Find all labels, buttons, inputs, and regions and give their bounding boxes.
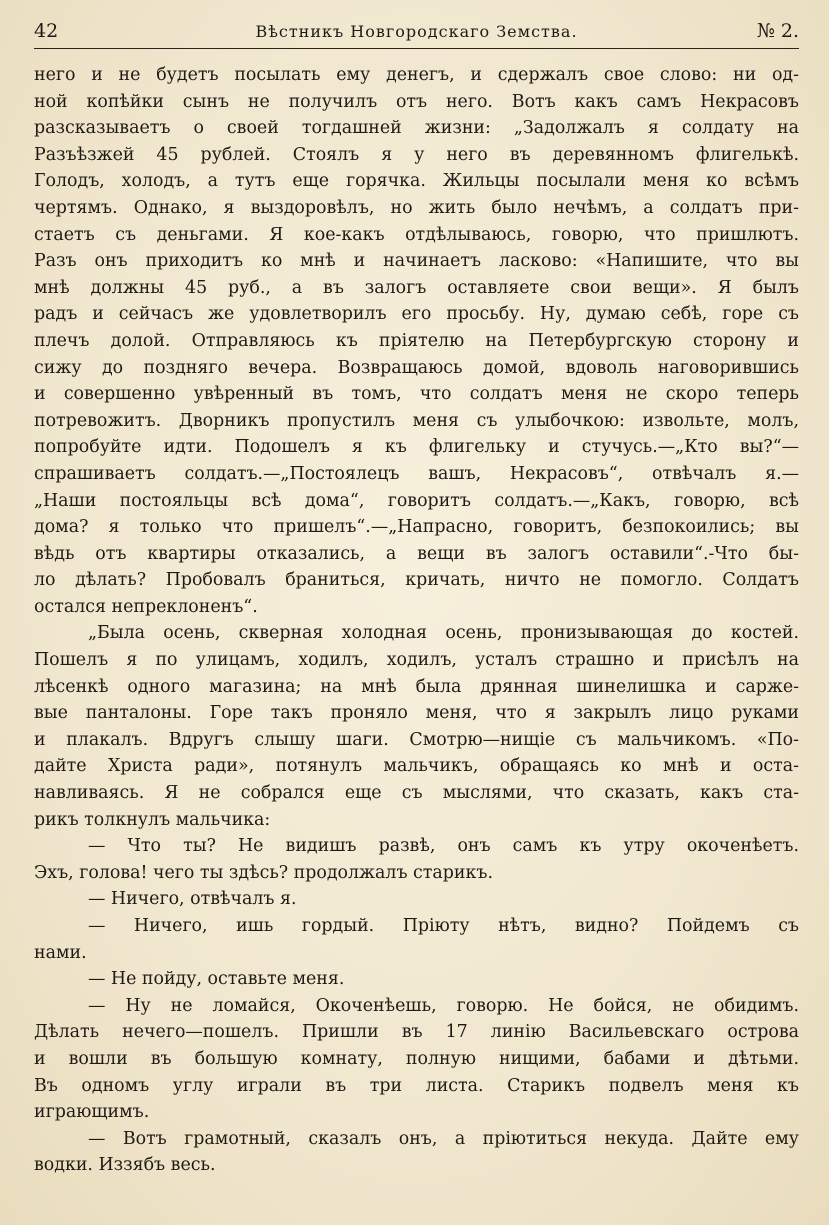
text-line: навливаясь. Я не собрался еще съ мыслями, что сказать, какъ ста- [34,783,799,804]
text-line: Дѣлать нечего—пошелъ. Пришли въ 17 линію Васильевскаго острова [34,1022,799,1043]
journal-title: Вѣстникъ Новгородскаго Земства. [255,22,578,41]
text-line: ной копѣйки сынъ не получилъ отъ него. Вотъ какъ самъ Некрасовъ [34,91,799,112]
text-line: Голодъ, холодъ, а тутъ еще горячка. Жильцы посылали меня ко всѣмъ [34,171,799,192]
text-line: стаетъ съ деньгами. Я кое-какъ отдѣлываюсь, говорю, что пришлютъ. [34,224,799,245]
text-line: Въ одномъ углу играли въ три листа. Старикъ подвелъ меня къ [34,1075,799,1096]
text-line: чертямъ. Однако, я выздоровѣлъ, но жить было нечѣмъ, а солдатъ при- [34,197,799,218]
text-line: остался непреклоненъ“. [34,596,258,617]
text-line: дайте Христа ради», потянулъ мальчикъ, обращаясь ко мнѣ и оста- [34,756,799,777]
text-line: ло дѣлать? Пробовалъ браниться, кричать, ничто не помогло. Солдатъ [34,570,799,591]
text-line: него и не будетъ посылать ему денегъ, и сдержалъ свое слово: ни од- [34,65,799,85]
body-text [34,62,799,1179]
text-line: дома? я только что пришелъ“.—„Напрасно, говоритъ, безпокоились; вы [34,517,799,538]
issue-number: № 2. [756,20,799,42]
text-line: водки. Иззябъ весь. [34,1155,216,1176]
text-line: сижу до поздняго вечера. Возвращаюсь домой, вдоволь наговорившись [34,357,799,378]
text-line: Разъ онъ приходитъ ко мнѣ и начинаетъ ласково: «Напишите, что вы [34,251,799,272]
text-line: плечъ долой. Отправляюсь къ пріятелю на Петербургскую сторону и [34,330,799,351]
text-line: играющимъ. [34,1102,150,1123]
text-line: Пошелъ я по улицамъ, ходилъ, ходилъ, усталъ страшно и присѣлъ на [34,650,799,671]
text-line: потревожитъ. Дворникъ пропустилъ меня съ улыбочкою: извольте, молъ, [34,410,799,431]
text-line: лѣсенкѣ одного магазина; на мнѣ была дрянная шинелишка и сарже- [34,676,799,697]
text-line: Эхъ, голова! чего ты здѣсь? продолжалъ старикъ. [34,862,493,883]
text-line: рикъ толкнулъ мальчика: [34,809,271,830]
text-line: радъ и сейчасъ же удовлетворилъ его просьбу. Ну, думаю себѣ, горе съ [34,304,799,325]
text-line: нами. [34,942,87,963]
text-line: — Не пойду, оставьте меня. [88,969,345,990]
text-line: — Что ты? Не видишъ развѣ, онъ самъ къ утру окоченѣетъ. [88,836,799,857]
text-line: мнѣ должны 45 руб., а въ залогъ оставляете свои вещи». Я былъ [34,277,799,298]
page-number: 42 [34,20,59,42]
text-line: и совершенно увѣренный въ томъ, что солдатъ меня не скоро теперь [34,384,799,405]
text-line: вѣдь отъ квартиры отказались, а вещи въ залогъ оставили“.-Что бы- [34,543,799,564]
text-line: разсказываетъ о своей тогдашней жизни: „Задолжалъ я солдату на [34,118,799,139]
text-line: спрашиваетъ солдатъ.—„Постоялецъ вашъ, Некрасовъ“, отвѣчалъ я.— [34,463,799,484]
text-line: и вошли въ большую комнату, полную нищими, бабами и дѣтьми. [34,1048,799,1069]
text-line: „Наши постояльцы всѣ дома“, говоритъ солдатъ.—„Какъ, говорю, всѣ [34,490,799,511]
text-line: вые панталоны. Горе такъ проняло меня, что я закрылъ лицо руками [34,703,799,724]
text-line: — Ничего, ишь гордый. Пріюту нѣтъ, видно? Пойдемъ съ [88,916,799,936]
text-line: — Ничего, отвѣчалъ я. [88,889,297,910]
text-line: и плакалъ. Вдругъ слышу шаги. Смотрю—нищіе съ мальчикомъ. «По- [34,729,799,750]
text-line: Разъѣзжей 45 рублей. Стоялъ я у него въ деревянномъ флигелькѣ. [34,144,799,165]
text-line: попробуйте идти. Подошелъ я къ флигельку и стучусь.—„Кто вы?“— [34,437,799,458]
text-line: „Была осень, скверная холодная осень, пронизывающая до костей. [88,623,799,644]
text-line: — Ну не ломайся, Окоченѣешь, говорю. Не бойся, не обидимъ. [88,995,799,1016]
text-line: — Вотъ грамотный, сказалъ онъ, а пріютиться некуда. Дайте ему [88,1128,799,1149]
running-header [34,18,799,49]
